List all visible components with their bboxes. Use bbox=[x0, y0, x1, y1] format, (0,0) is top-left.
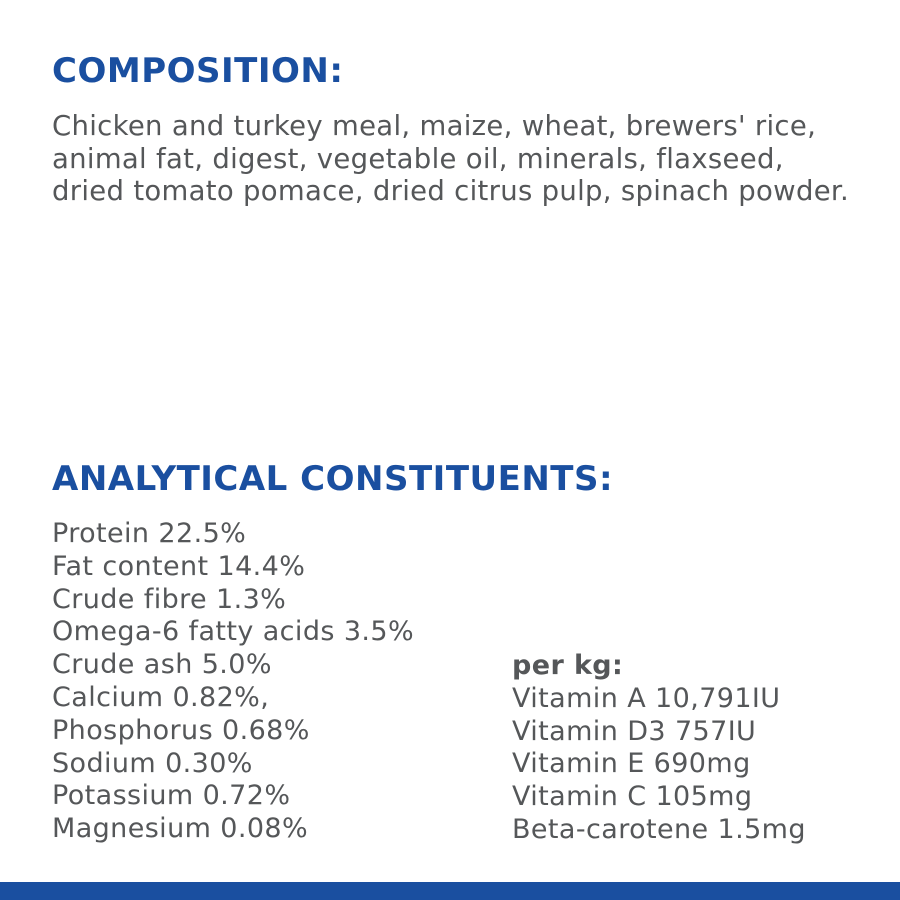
constituent-item: Crude ash 5.0% bbox=[52, 649, 272, 681]
constituent-item: Crude fibre 1.3% bbox=[52, 583, 287, 615]
constituent-item: Phosphorus 0.68% bbox=[52, 714, 310, 746]
constituent-item: Omega-6 fatty acids 3.5% bbox=[52, 616, 415, 648]
bottom-accent-bar bbox=[0, 882, 900, 900]
constituent-item: Sodium 0.30% bbox=[52, 747, 253, 779]
constituent-item: Calcium 0.82%, bbox=[52, 681, 270, 713]
composition-heading: COMPOSITION: bbox=[52, 51, 344, 91]
per-kg-label: per kg: bbox=[512, 650, 624, 681]
per-kg-list bbox=[512, 650, 806, 847]
vitamin-item: Vitamin D3 757IU bbox=[512, 715, 757, 747]
analytical-constituents-heading: ANALYTICAL CONSTITUENTS: bbox=[52, 459, 614, 499]
constituent-item: Potassium 0.72% bbox=[52, 780, 291, 812]
constituents-list bbox=[52, 518, 414, 846]
vitamin-item: Vitamin A 10,791IU bbox=[512, 682, 781, 714]
vitamin-item: Vitamin E 690mg bbox=[512, 748, 751, 780]
vitamin-item: Beta-carotene 1.5mg bbox=[512, 813, 806, 845]
constituent-item: Fat content 14.4% bbox=[52, 550, 306, 582]
constituent-item: Protein 22.5% bbox=[52, 518, 247, 549]
vitamin-item: Vitamin C 105mg bbox=[512, 781, 753, 813]
composition-text: Chicken and turkey meal, maize, wheat, brewers' rice, animal fat, digest, vegetable oil, minerals, flaxseed, dried tomato pomace, dried citrus pulp, spinach powder. bbox=[52, 110, 850, 207]
constituent-item: Magnesium 0.08% bbox=[52, 813, 309, 845]
